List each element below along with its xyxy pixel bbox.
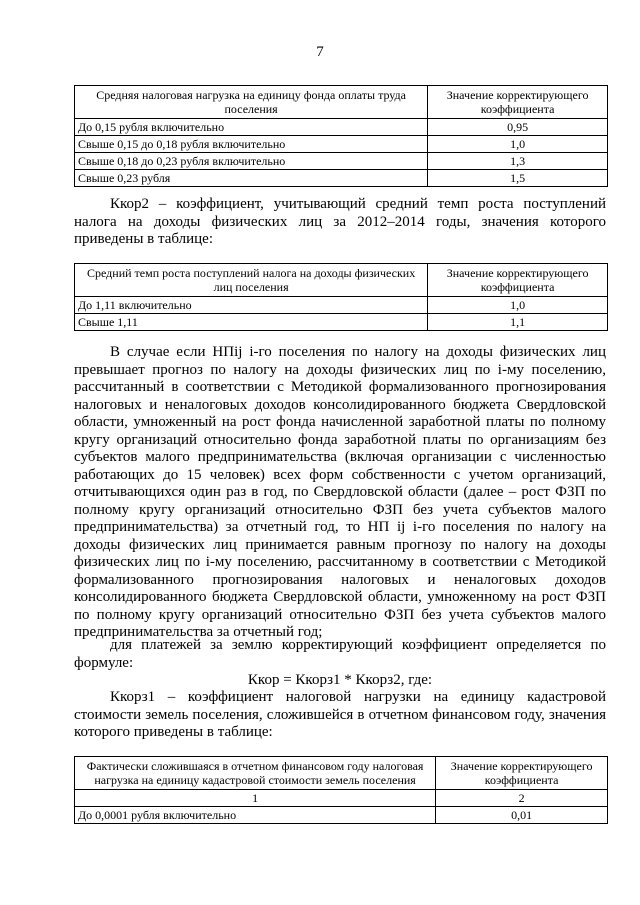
table-header-cell: Средний темп роста поступлений налога на доходы физических лиц поселения <box>75 264 428 297</box>
cadastral-burden-table <box>74 756 608 824</box>
table-header-row <box>75 264 608 297</box>
table-cell-label: Свыше 0,15 до 0,18 рубля включительно <box>75 136 428 153</box>
formula: Ккор = Ккорз1 * Ккорз2, где: <box>247 672 433 688</box>
table-header-row <box>75 86 608 119</box>
paragraph-kkorz1: Ккорз1 – коэффициент налоговой нагрузки на единицу кадастровой стоимости земель поселения, сложившейся в отчетном финансовом году, значения которого приведены в таблице: <box>74 689 606 740</box>
table-header-cell: Фактически сложившаяся в отчетном финансовом году налоговая нагрузка на единицу кадастровой стоимости земель поселения <box>75 757 436 790</box>
table-row <box>75 119 608 136</box>
table-cell-value: 1,5 <box>428 170 608 187</box>
table-cell-value: 0,01 <box>436 807 608 824</box>
table-cell-label: До 0,0001 рубля включительно <box>75 807 436 824</box>
table-row <box>75 314 608 331</box>
table-cell-label: Свыше 1,11 <box>75 314 428 331</box>
table-header-cell: Значение корректирующего коэффициента <box>428 86 608 119</box>
page-number: 7 <box>316 44 324 60</box>
paragraph-main: В случае если НПij i-го поселения по налогу на доходы физических лиц превышает прогноз по налогу на доходы физических лиц по i-му поселению, рассчитанный в соответствии с Методикой формализованного прогнозирования налоговых и неналоговых доходов консолидированного бюджета Свердловской области, умноженный на рост фонда начисленной заработной платы по полному кругу организаций относительно фонда заработной платы по организациям без субъектов малого предпринимательства (включая организации с численностью работающих до 15 человек) всех форм собственности с учетом организаций, отчитывающихся один раз в год, по Свердловской области (далее – рост ФЗП по полному кругу организаций относительно ФЗП без учета субъектов малого предпринимательства) за отчетный год, то НП ij i-го поселения по налогу на доходы физических лиц принимается равным прогнозу по налогу на доходы физических лиц по i-му поселению, рассчитанному в соответствии с Методикой формализованного прогнозирования налоговых и неналоговых доходов консолидированного бюджета Свердловской области, умноженному на рост ФЗП по полному кругу организаций относительно ФЗП без учета субъектов малого предпринимательства за отчетный год; <box>74 344 606 640</box>
table-cell-label: До 0,15 рубля включительно <box>75 119 428 136</box>
table-row <box>75 136 608 153</box>
growth-rate-table <box>74 263 608 331</box>
paragraph-land: для платежей за землю корректирующий коэффициент определяется по формуле: <box>74 637 606 671</box>
table-row <box>75 170 608 187</box>
table-cell-value: 1,0 <box>428 297 608 314</box>
table-column-number: 1 <box>75 790 436 807</box>
table-row <box>75 807 608 824</box>
table-row <box>75 297 608 314</box>
table-header-cell: Значение корректирующего коэффициента <box>436 757 608 790</box>
table-cell-label: Свыше 0,18 до 0,23 рубля включительно <box>75 153 428 170</box>
table-column-number-row <box>75 790 608 807</box>
table-cell-label: До 1,11 включительно <box>75 297 428 314</box>
table-cell-value: 1,0 <box>428 136 608 153</box>
tax-burden-table <box>74 85 608 187</box>
table-cell-value: 1,3 <box>428 153 608 170</box>
table-header-row <box>75 757 608 790</box>
table-row <box>75 153 608 170</box>
table-cell-value: 1,1 <box>428 314 608 331</box>
table-cell-value: 0,95 <box>428 119 608 136</box>
table-column-number: 2 <box>436 790 608 807</box>
table-header-cell: Средняя налоговая нагрузка на единицу фонда оплаты труда поселения <box>75 86 428 119</box>
table-header-cell: Значение корректирующего коэффициента <box>428 264 608 297</box>
table-cell-label: Свыше 0,23 рубля <box>75 170 428 187</box>
paragraph-kkor2: Ккор2 – коэффициент, учитывающий средний темп роста поступлений налога на доходы физических лиц за 2012–2014 годы, значения которого приведены в таблице: <box>74 196 606 247</box>
